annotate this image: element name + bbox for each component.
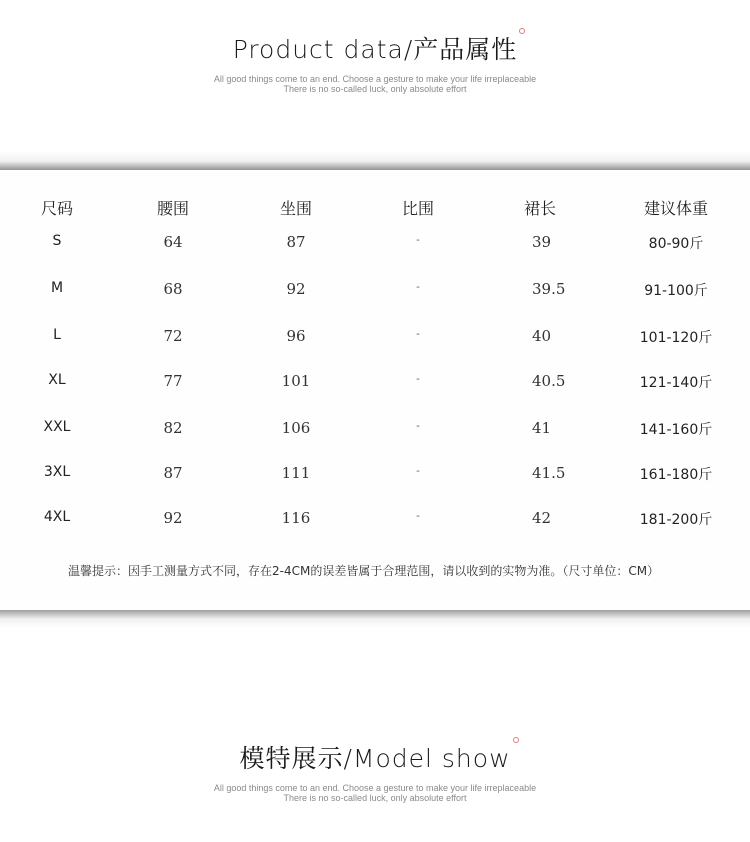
cell-hip: 106 — [281, 419, 311, 437]
column-header-length: 裙长 — [523, 199, 556, 218]
cell-hip: 92 — [286, 280, 306, 298]
circle-dot-icon — [519, 28, 525, 34]
circle-dot-icon — [513, 737, 519, 743]
cell-size: M — [50, 280, 64, 296]
cell-length: 40.5 — [532, 372, 566, 390]
cell-weight: 91-100斤 — [644, 283, 708, 299]
column-header-size: 尺码 — [40, 199, 73, 218]
section-title — [233, 30, 518, 66]
cell-waist: 87 — [163, 464, 183, 482]
cell-length: 42 — [532, 509, 552, 527]
cell-hip: 101 — [281, 372, 311, 390]
cell-size: 4XL — [43, 509, 71, 525]
cell-waist: 82 — [163, 419, 183, 437]
cell-weight: 80-90斤 — [648, 236, 704, 252]
subtitle-line-2: There is no so-called luck, only absolute effort — [283, 84, 467, 94]
section-subtitle — [0, 783, 750, 803]
cell-size: 3XL — [43, 464, 71, 480]
cell-hip: 116 — [281, 509, 311, 527]
column-header-weight: 建议体重 — [643, 199, 708, 218]
cell-waist: 77 — [163, 372, 183, 390]
cell-length: 39.5 — [532, 280, 566, 298]
cell-weight: 161-180斤 — [639, 467, 713, 483]
cell-weight: 121-140斤 — [639, 375, 713, 391]
cell-length: 40 — [532, 327, 552, 345]
cell-waist: 92 — [163, 509, 183, 527]
cell-waist: 68 — [163, 280, 183, 298]
section-title-text: Product data/产品属性 — [232, 35, 518, 64]
cell-weight: 181-200斤 — [639, 512, 713, 528]
cell-bust: - — [416, 509, 420, 522]
cell-waist: 64 — [163, 233, 183, 251]
section-subtitle — [0, 74, 750, 94]
cell-length: 39 — [532, 233, 552, 251]
cell-bust: - — [416, 327, 420, 340]
cell-length: 41.5 — [532, 464, 566, 482]
subtitle-line-1: All good things come to an end. Choose a gesture to make your life irreplaceable — [213, 74, 537, 84]
column-header-hip: 坐围 — [279, 199, 312, 218]
cell-hip: 87 — [286, 233, 306, 251]
column-header-waist: 腰围 — [156, 199, 189, 218]
cell-bust: - — [416, 372, 420, 385]
section-heading-product-data — [0, 30, 750, 94]
cell-weight: 101-120斤 — [639, 330, 713, 346]
subtitle-line-1: All good things come to an end. Choose a gesture to make your life irreplaceable — [213, 783, 537, 793]
cell-waist: 72 — [163, 327, 183, 345]
cell-weight: 141-160斤 — [639, 422, 713, 438]
measurement-note: 温馨提示：因手工测量方式不同，存在2-4CM的误差皆属于合理范围，请以收到的实物为准。（尺寸单位：CM） — [68, 564, 660, 578]
cell-bust: - — [416, 419, 420, 432]
cell-size: L — [53, 327, 61, 343]
section-title-text: 模特展示/Model show — [239, 744, 511, 773]
cell-hip: 111 — [281, 464, 311, 482]
cell-size: XL — [48, 372, 66, 388]
cell-size: XXL — [43, 419, 71, 435]
cell-bust: - — [416, 233, 420, 246]
cell-bust: - — [416, 464, 420, 477]
panel-top-shadow — [0, 150, 750, 170]
section-title — [239, 739, 510, 775]
section-heading-model-show — [0, 739, 750, 803]
panel-bottom-shadow — [0, 610, 750, 628]
cell-bust: - — [416, 280, 420, 293]
cell-hip: 96 — [286, 327, 306, 345]
column-header-bust: 比围 — [401, 199, 434, 218]
subtitle-line-2: There is no so-called luck, only absolute effort — [283, 793, 467, 803]
cell-size: S — [52, 233, 62, 249]
cell-length: 41 — [532, 419, 552, 437]
